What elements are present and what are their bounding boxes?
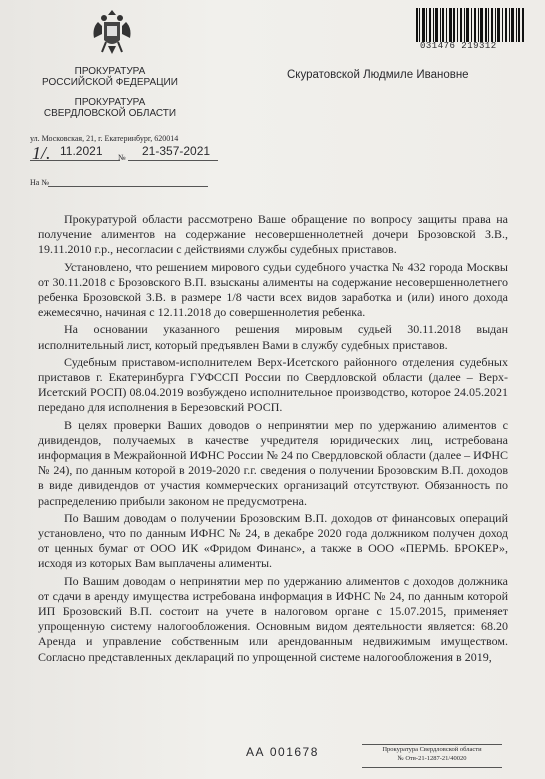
- paragraph: По Вашим доводам о получении Брозовским В.П. доходов от финансовых операций установлено, что по данным ИФНС № 24, в декабре 2020 года должником получен доход от ценных бумаг от ООО ИК «Фридом Финанс», а также в ООО «ПЕРМЬ. БРОКЕР», исходя из которых Вам выплачены алименты.: [38, 510, 508, 571]
- paragraph: Прокуратурой области рассмотрено Ваше обращение по вопросу защиты права на получение алиментов на содержание несовершеннолетней дочери Брозовской З.В., 19.11.2010 г.р., несогласии с действиями службы судебных приставов.: [38, 212, 508, 257]
- stamp-line: Прокуратура Свердловской области: [382, 746, 482, 753]
- letter-date: 11.2021: [60, 144, 103, 158]
- org-line: ПРОКУРАТУРА: [74, 66, 146, 77]
- org-name-federal: [40, 66, 180, 88]
- coat-of-arms-icon: [88, 6, 136, 58]
- paragraph: Судебным приставом-исполнителем Верх-Исетского районного отделения судебных приставов г. Екатеринбурга ГУФССП России по Свердловской области (далее – Верх-Исетский РОСП) 08.04.2019 возбуждено исполнительное производство, которое 24.05.2021 передано для исполнения в Березовский РОСП.: [38, 354, 508, 415]
- org-address: ул. Московская, 21, г. Екатеринбург, 620014: [30, 134, 179, 143]
- paragraph: По Вашим доводам о непринятии мер по удержанию алиментов с доходов должника от сдачи в аренду имущества истребована информация в ИФНС № 24, по данным которой ИП Брозовский В.П. состоит на учете в налоговом органе с 15.07.2015, применяет упрощенную систему налогообложения. Основным видом деятельности является: 68.20 Аренда и управление собственным или арендованным недвижимым имуществом. Согласно представленных деклараций по упрощенной системе налогообложения в 2019,: [38, 573, 508, 664]
- paragraph: На основании указанного решения мировым судьей 30.11.2018 выдан исполнительный лист, который предъявлен Вами в службу судебных приставов.: [38, 322, 508, 352]
- to-number-label: На №: [30, 178, 49, 187]
- org-name-regional: [40, 97, 180, 119]
- paragraph: Установлено, что решением мирового судьи судебного участка № 432 города Москвы от 30.11.2018 с Брозовского В.П. взысканы алименты на содержание несовершеннолетнего ребенка Брозовской З.В. в размере 1/8 части всех видов заработка и (или) иного дохода ежемесячно, начиная с 12.11.2018 до совершеннолетия ребенка.: [38, 259, 508, 320]
- paragraph: В целях проверки Ваших доводов о непринятии мер по удержанию алиментов с дивидендов, получаемых в качестве учредителя юридических лиц, истребована информация в Межрайонной ИФНС России № 24 по Свердловской области (далее – ИФНС № 24), по данным которой в 2019-2020 г.г. сведения о получении Брозовским В.П. доходов в виде дивидендов от участия коммерческих организаций отсутствуют. Обязанность по распределению прибыли законом не предусмотрена.: [38, 417, 508, 508]
- date-underline: [30, 160, 120, 161]
- barcode-number: 031476 219312: [420, 41, 497, 51]
- registration-stamp: [362, 744, 502, 768]
- form-serial-number: АА 001678: [246, 745, 319, 759]
- org-line: ПРОКУРАТУРА: [74, 97, 146, 108]
- number-underline: [128, 160, 218, 161]
- recipient-name: Скуратовской Людмиле Ивановне: [287, 69, 469, 81]
- handwritten-mark: 1/.: [32, 143, 51, 163]
- org-line: РОССИЙСКОЙ ФЕДЕРАЦИИ: [42, 77, 178, 88]
- to-number-underline: [48, 186, 208, 187]
- number-sign: №: [118, 153, 126, 162]
- letter-body: [38, 212, 508, 667]
- stamp-line: № Отв-21-1287-21/40020: [397, 755, 467, 762]
- barcode-icon: [416, 8, 524, 42]
- org-line: СВЕРДЛОВСКОЙ ОБЛАСТИ: [43, 108, 177, 119]
- letter-number: 21-357-2021: [142, 144, 211, 158]
